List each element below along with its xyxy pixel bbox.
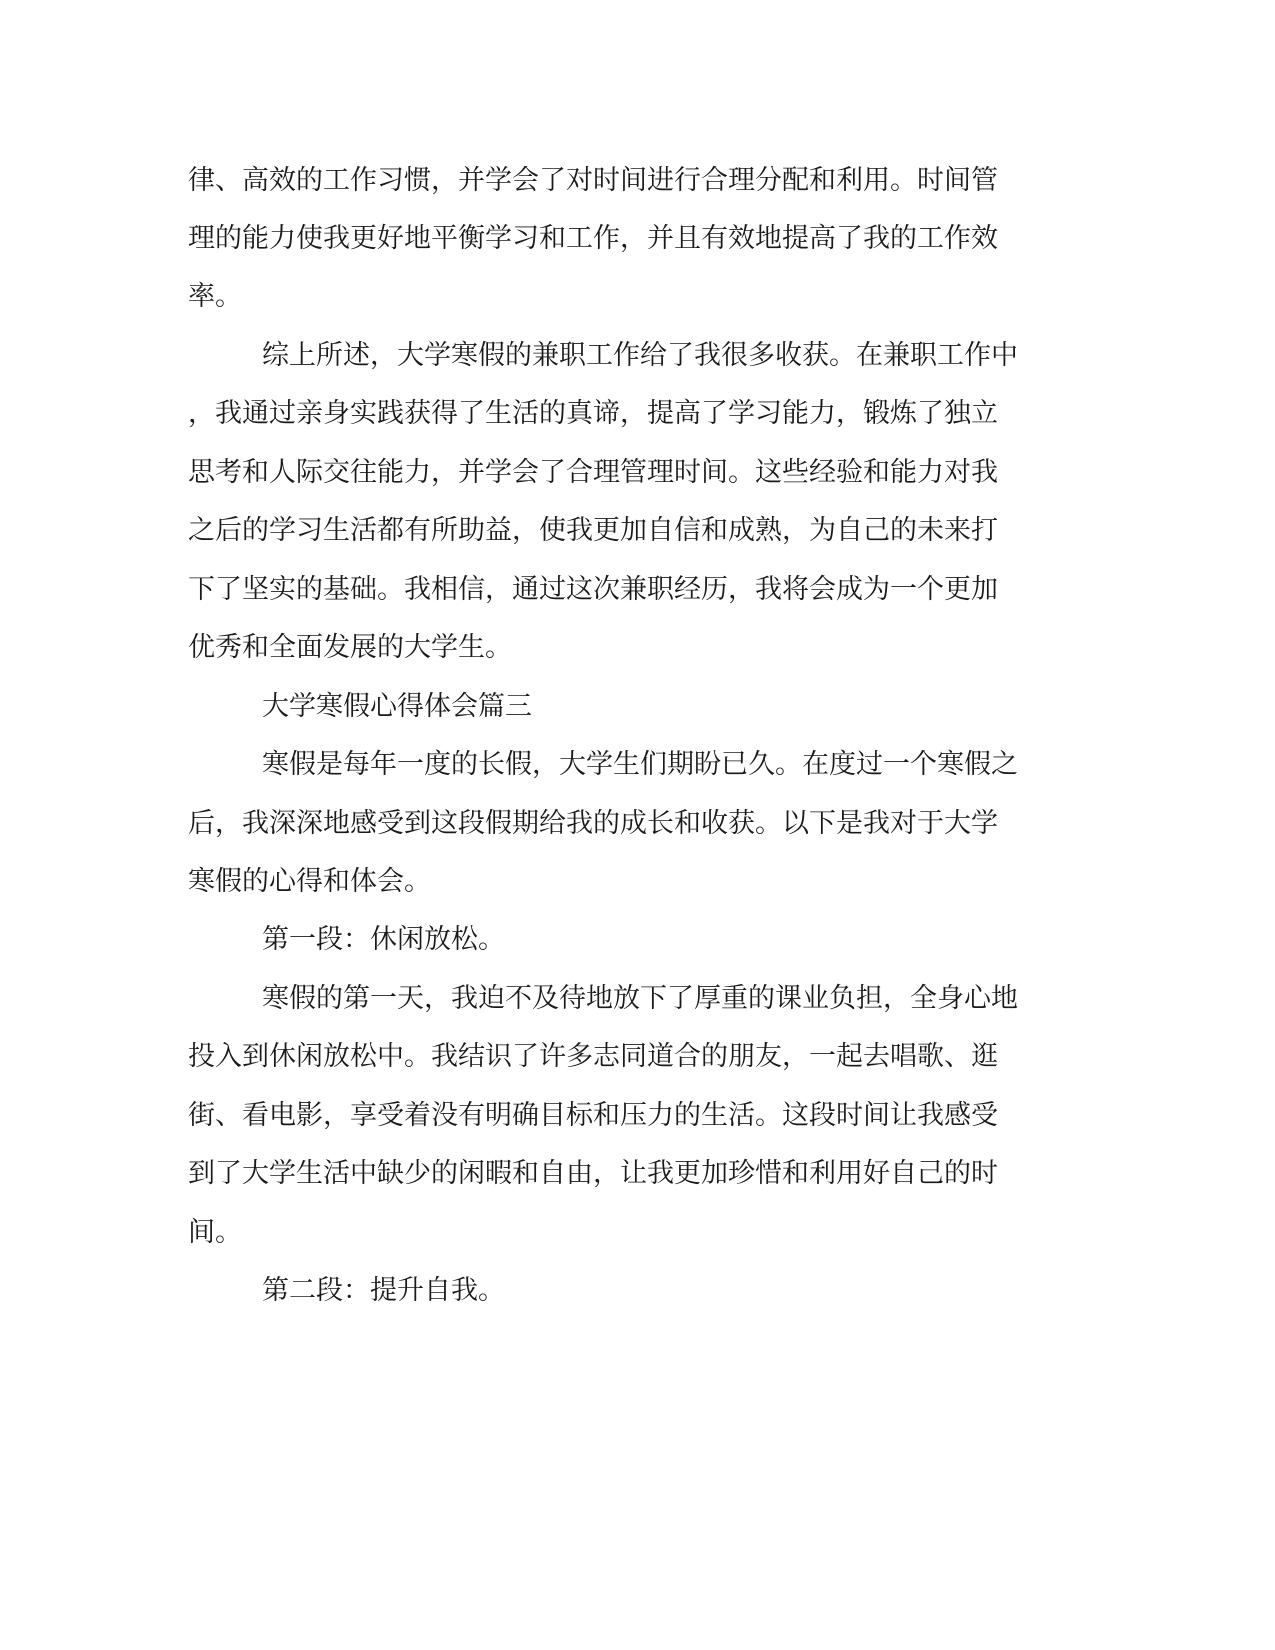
text-line: 后，我深深地感受到这段假期给我的成长和收获。以下是我对于大学 — [188, 808, 998, 839]
text-line: 街、看电影，享受着没有明确目标和压力的生活。这段时间让我感受 — [188, 1100, 998, 1131]
section-heading: 大学寒假心得体会篇三 — [262, 691, 532, 722]
text-line: 下了坚实的基础。我相信，通过这次兼职经历，我将会成为一个更加 — [188, 574, 998, 605]
text-line: 到了大学生活中缺少的闲暇和自由，让我更加珍惜和利用好自己的时 — [188, 1158, 998, 1189]
text-line: 综上所述，大学寒假的兼职工作给了我很多收获。在兼职工作中 — [262, 340, 1018, 371]
text-line: 律、高效的工作习惯，并学会了对时间进行合理分配和利用。时间管 — [188, 165, 998, 196]
text-line: 优秀和全面发展的大学生。 — [188, 632, 512, 663]
text-line: 寒假的心得和体会。 — [188, 866, 431, 897]
text-line: 寒假的第一天，我迫不及待地放下了厚重的课业负担，全身心地 — [262, 983, 1018, 1014]
text-line: 投入到休闲放松中。我结识了许多志同道合的朋友，一起去唱歌、逛 — [188, 1041, 998, 1072]
text-line: 思考和人际交往能力，并学会了合理管理时间。这些经验和能力对我 — [188, 457, 998, 488]
text-line: 寒假是每年一度的长假，大学生们期盼已久。在度过一个寒假之 — [262, 749, 1018, 780]
text-line: ，我通过亲身实践获得了生活的真谛，提高了学习能力，锻炼了独立 — [188, 398, 998, 429]
text-line: 间。 — [188, 1217, 242, 1248]
paragraph-heading: 第一段：休闲放松。 — [262, 924, 505, 955]
text-line: 率。 — [188, 281, 242, 312]
paragraph-heading: 第二段：提升自我。 — [262, 1275, 505, 1306]
text-line: 理的能力使我更好地平衡学习和工作，并且有效地提高了我的工作效 — [188, 223, 998, 254]
text-line: 之后的学习生活都有所助益，使我更加自信和成熟，为自己的未来打 — [188, 515, 998, 546]
